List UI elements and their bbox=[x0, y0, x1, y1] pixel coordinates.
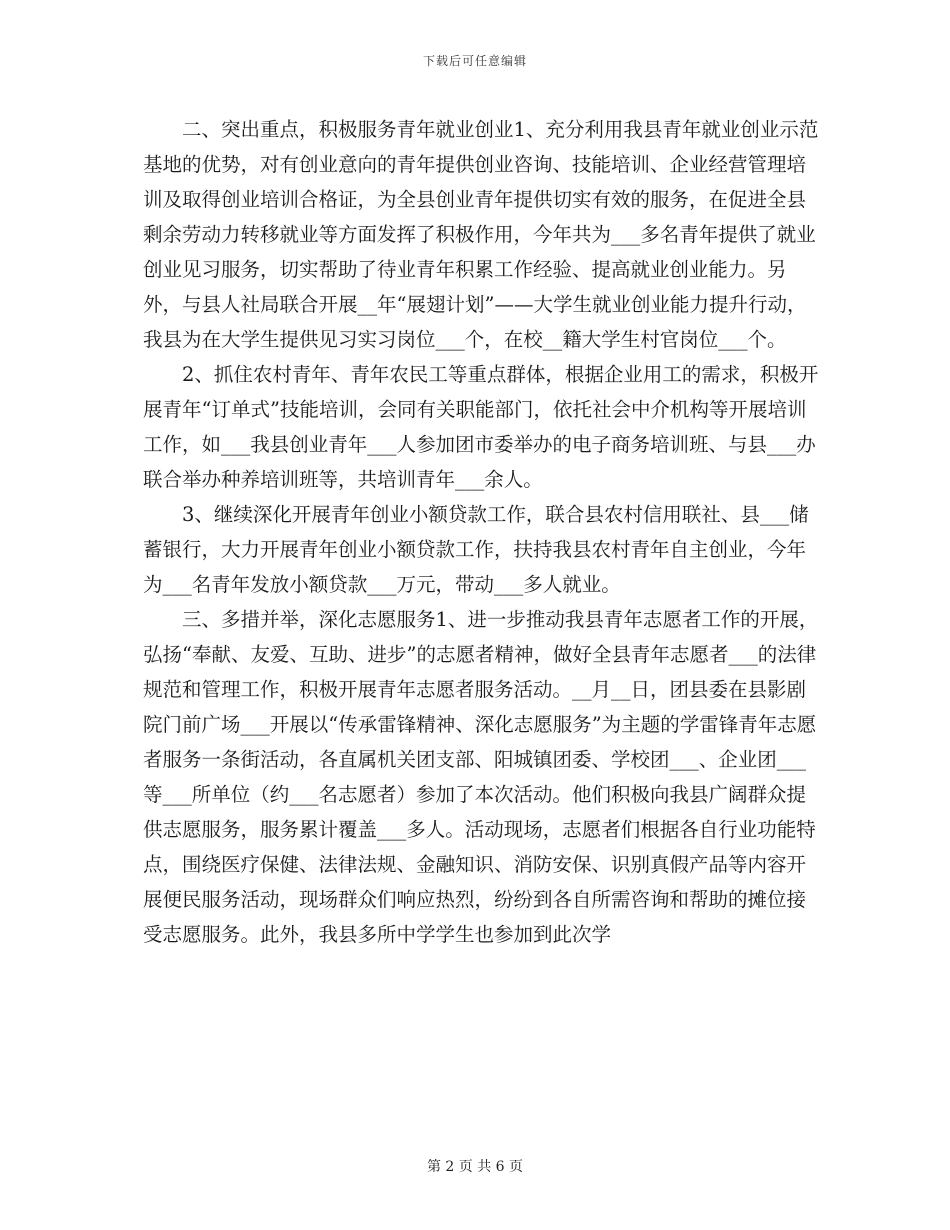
paragraph: 3、继续深化开展青年创业小额贷款工作，联合县农村信用联社、县___储蓄银行，大力开展青年创业小额贷款工作，扶持我县农村青年自主创业，今年为___名青年发放小额贷款___万元，带动___多人就业。 bbox=[143, 503, 809, 596]
paragraph: 三、多措并举，深化志愿服务1、进一步推动我县青年志愿者工作的开展，弘扬“奉献、友爱、互助、进步”的志愿者精神，做好全县青年志愿者___的法律规范和管理工作，积极开展青年志愿者服务活动。__月__日，团县委在县影剧院门前广场___开展以“传承雷锋精神、深化志愿服务”为主题的学雷锋青年志愿者服务一条街活动，各直属机关团支部、阳城镇团委、学校团___、企业团___等___所单位（约___名志愿者）参加了本次活动。他们积极向我县广阔群众提供志愿服务，服务累计覆盖___多人。活动现场，志愿者们根据各自行业功能特点，围绕医疗保健、法律法规、金融知识、消防安保、识别真假产品等内容开展便民服务活动，现场群众们响应热烈，纷纷到各自所需咨询和帮助的摊位接受志愿服务。此外，我县多所中学学生也参加到此次学 bbox=[143, 608, 819, 946]
document-body bbox=[143, 112, 823, 952]
page-number: 第 2 页 共 6 页 bbox=[426, 1159, 524, 1175]
page-header: 下载后可任意编辑 bbox=[422, 54, 527, 68]
paragraph: 2、抓住农村青年、青年农民工等重点群体，根据企业用工的需求，积极开展青年“订单式”技能培训，会同有关职能部门，依托社会中介机构等开展培训工作，如___我县创业青年___人参加团市委举办的电子商务培训班、与县___办联合举办种养培训班等，共培训青年___余人。 bbox=[143, 363, 819, 491]
paragraph: 二、突出重点，积极服务青年就业创业1、充分利用我县青年就业创业示范基地的优势，对有创业意向的青年提供创业咨询、技能培训、企业经营管理培训及取得创业培训合格证，为全县创业青年提供切实有效的服务，在促进全县剩余劳动力转移就业等方面发挥了积极作用，今年共为___多名青年提供了就业创业见习服务，切实帮助了待业青年积累工作经验、提高就业创业能力。另外，与县人社局联合开展__年“展翅计划”——大学生就业创业能力提升行动，我县为在大学生提供见习实习岗位___个，在校__籍大学生村官岗位___个。 bbox=[143, 118, 819, 351]
